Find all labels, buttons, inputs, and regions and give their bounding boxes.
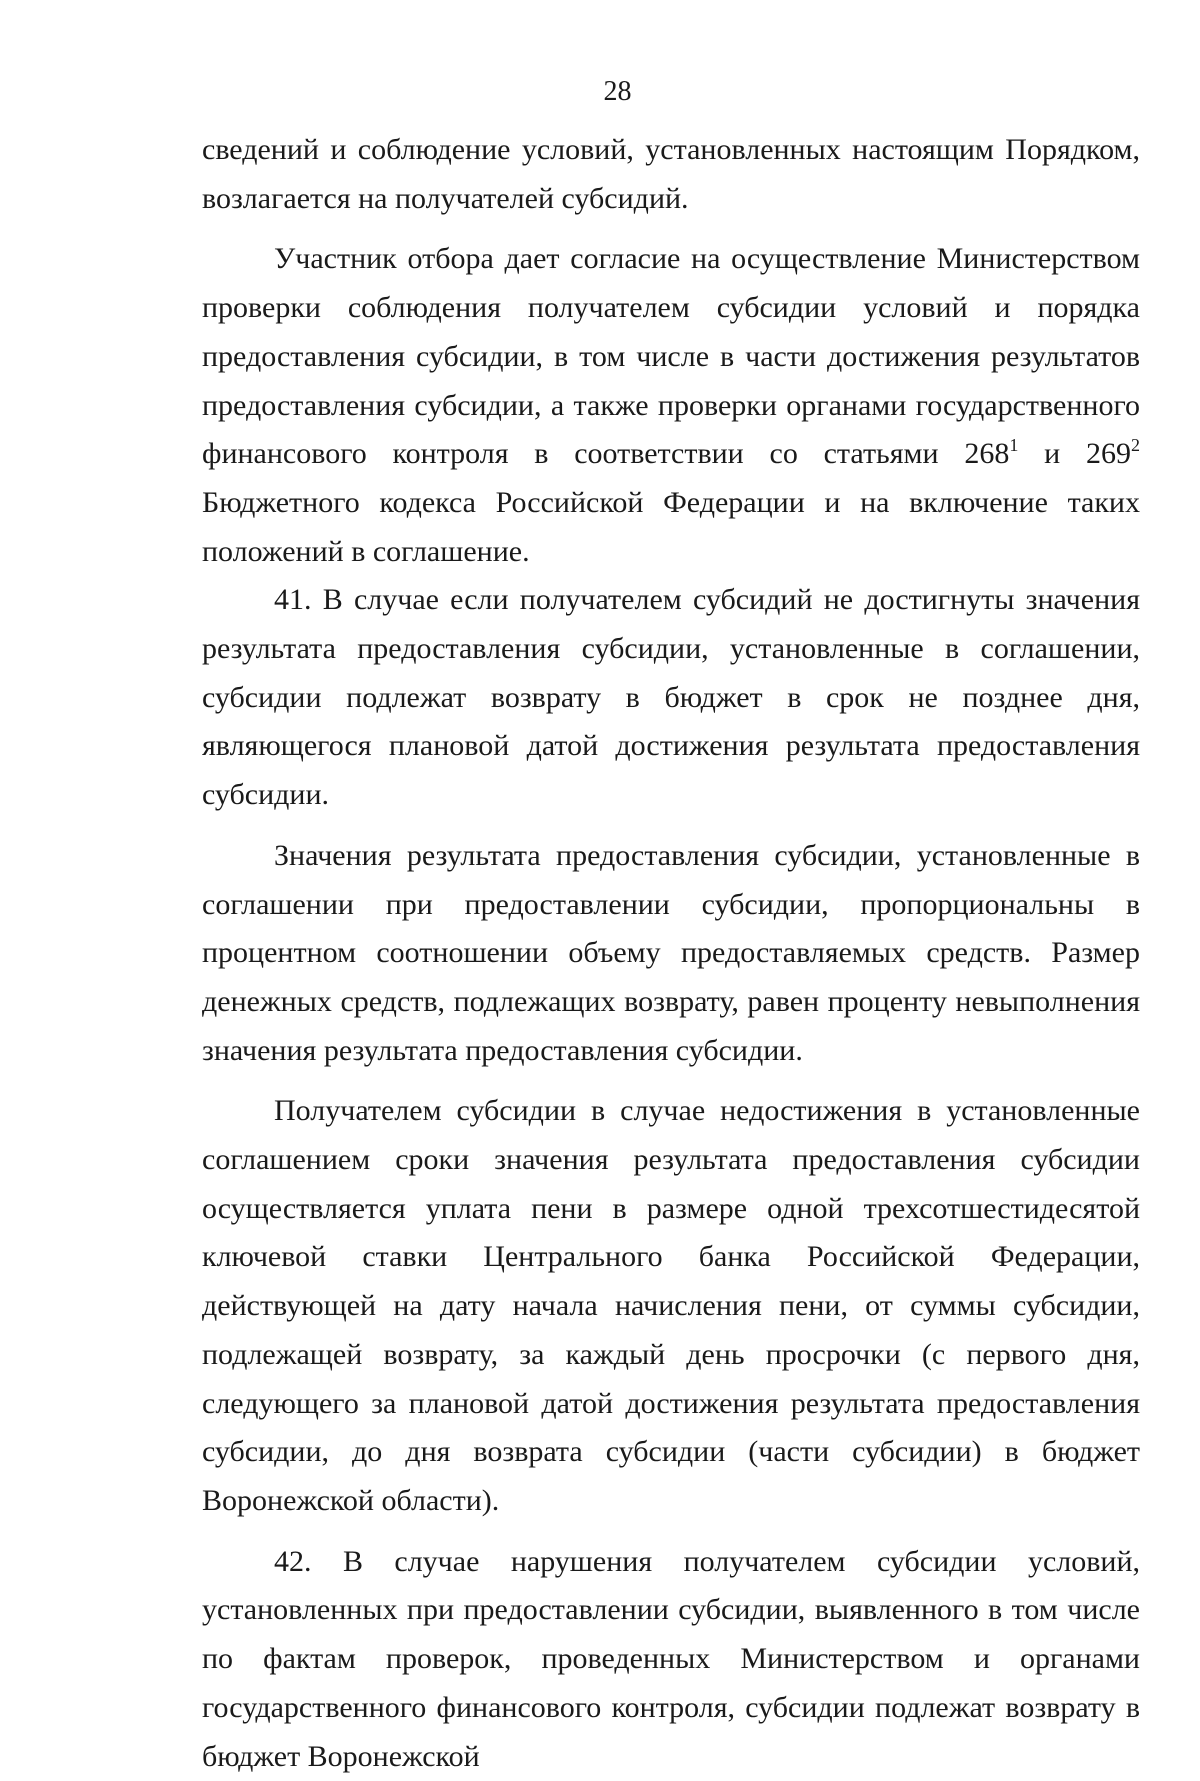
paragraph-penalty: Получателем субсидии в случае недостижения в установленные соглашением сроки значения результата предоставления субсидии осуществляется уплата пени в размере одной трехсотшестидесятой ключевой ставки Центрального банка Российской Федерации, действующей на дату начала начисления пени, от суммы субсидии, подлежащей возврату, за каждый день просрочки (с первого дня, следующего за плановой датой достижения результата предоставления субсидии, до дня возврата субсидии (части субсидии) в бюджет Воронежской области). [202, 1094, 1140, 1517]
paragraph-consent [202, 235, 1140, 576]
paragraph-result-values: Значения результата предоставления субсидии, установленные в соглашении при предоставлении субсидии, пропорциональны в процентном соотношении объему предоставляемых средств. Размер денежных средств, подлежащих возврату, равен проценту невыполнения значения результата предоставления субсидии. [202, 838, 1140, 1067]
consent-text-part2: и 269 [1018, 437, 1131, 471]
paragraph-41: 41. В случае если получателем субсидий не достигнуты значения результата предоставления субсидии, установленные в соглашении, субсидии подлежат возврату в бюджет в срок не позднее дня, являющегося плановой датой достижения результата предоставления субсидии. [202, 583, 1140, 812]
consent-text-part1: Участник отбора дает согласие на осуществление Министерством проверки соблюдения получателем субсидии условий и порядка предоставления субсидии, в том числе в части достижения результатов предоставления субсидии, а также проверки органами государственного финансового контроля в соответствии со статьями 268 [202, 242, 1140, 471]
document-body [202, 126, 1140, 1781]
footnote-superscript-269: 2 [1131, 435, 1140, 456]
page-number: 28 [603, 76, 632, 107]
paragraph-intro-continuation: сведений и соблюдение условий, установленных настоящим Порядком, возлагается на получателей субсидий. [202, 133, 1140, 215]
footnote-superscript-268: 1 [1009, 435, 1019, 456]
consent-text-part3: Бюджетного кодекса Российской Федерации и на включение таких положений в соглашение. [202, 485, 1140, 568]
paragraph-42: 42. В случае нарушения получателем субсидии условий, установленных при предоставлении субсидии, выявленного в том числе по фактам проверок, проведенных Министерством и органами государственного финансового контроля, субсидии подлежат возврату в бюджет Воронежской [202, 1544, 1140, 1773]
